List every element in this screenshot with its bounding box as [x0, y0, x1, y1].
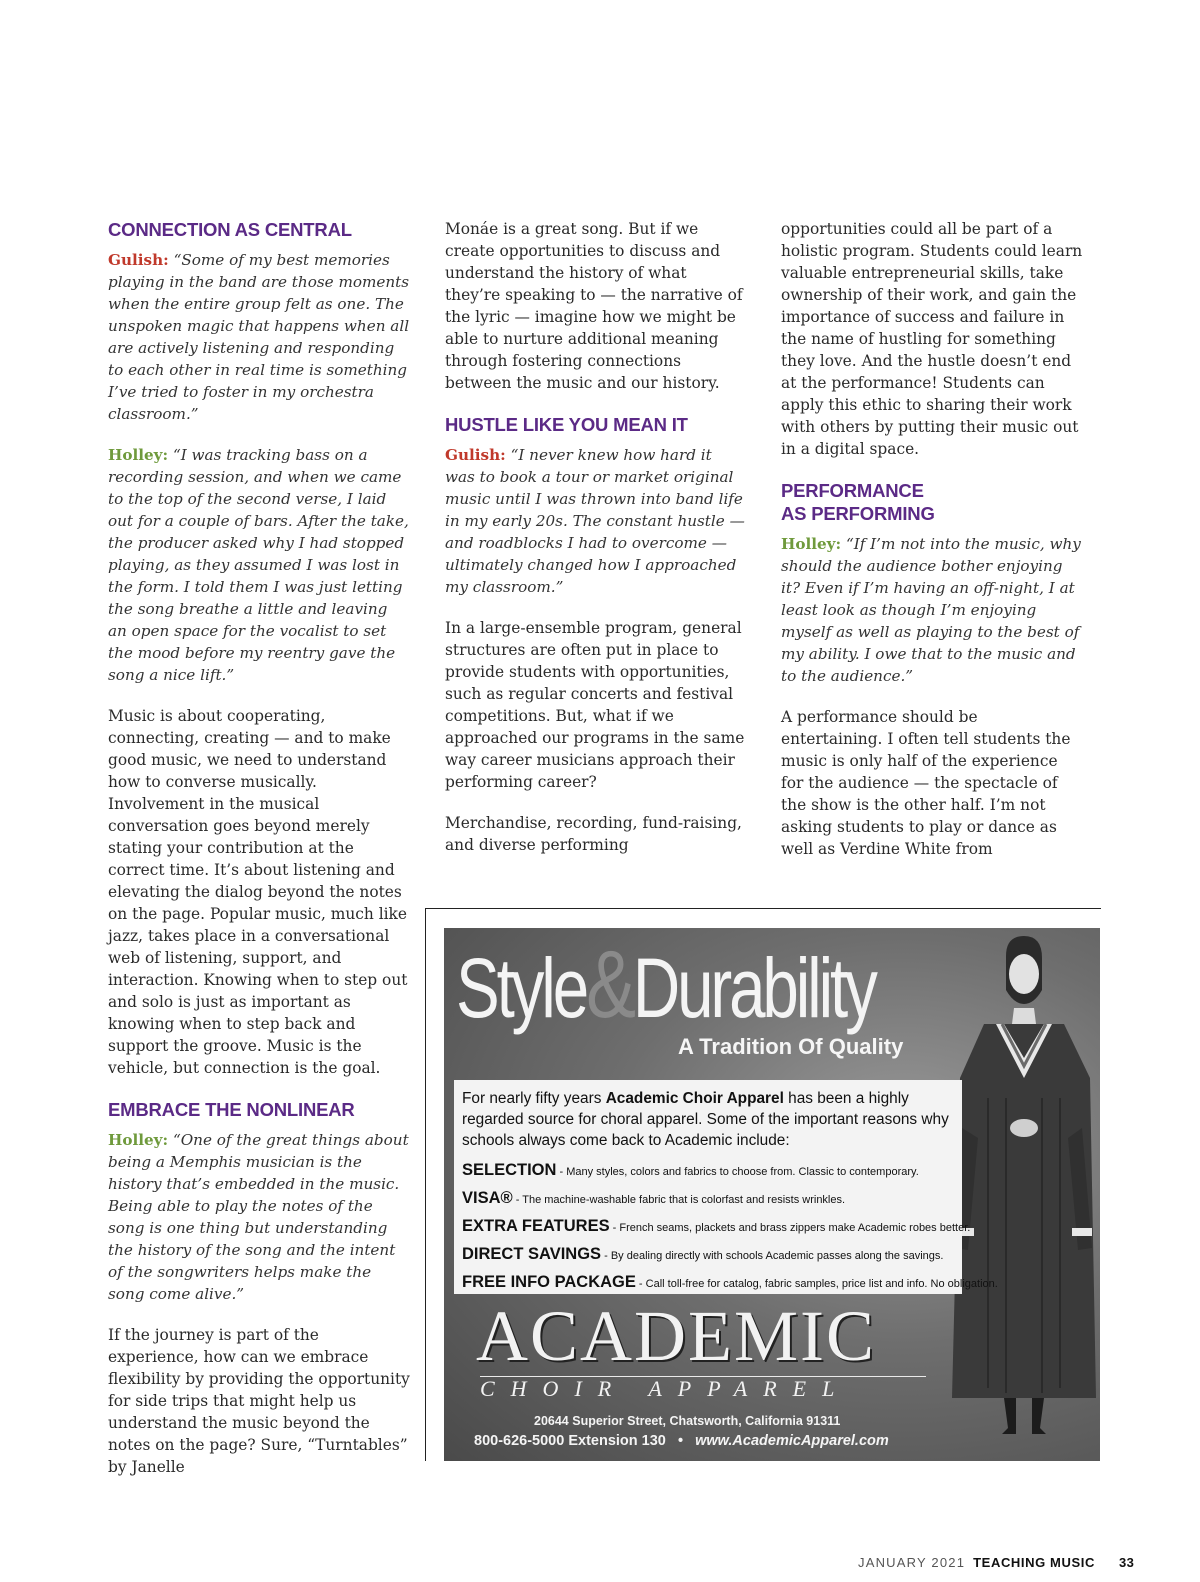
feature-text: - Call toll-free for catalog, fabric samples, price list and info. No obligation.: [635, 1278, 998, 1290]
issue-date: JANUARY 2021: [858, 1555, 966, 1570]
speaker-label: Gulish:: [445, 446, 506, 464]
headline-ampersand: &: [586, 931, 633, 1038]
body-paragraph: Monáe is a great song. But if we create opportunities to discuss and understand the history of what they’re speaking to — the narrative of the lyric — imagine how we might be able to nurture additional meaning through fostering connections between the music and our history.: [445, 220, 743, 392]
article-column-1: [108, 218, 410, 1497]
article-column-3: [781, 218, 1083, 879]
page-number: 33: [1118, 1555, 1135, 1570]
quote-text: “One of the great things about being a Memphis musician is the history that’s embedded in the music. Being able to play the notes of the song is one thing but understanding the history of the song and the intent of the songwriters helps make the song come alive.”: [108, 1131, 409, 1303]
choir-robe-model-illustration: [944, 928, 1100, 1461]
ad-headline: [456, 931, 875, 1038]
body-paragraph: In a large-ensemble program, general structures are often put in place to provide students with opportunities, such as regular concerts and festival competitions. But, what if we approached our programs in the same way career musicians approach their performing career?: [445, 619, 745, 791]
feature-text: - French seams, plackets and brass zippers make Academic robes better.: [609, 1222, 971, 1234]
academic-logo-subtitle: CHOIR APPAREL: [480, 1376, 851, 1401]
ad-contact-line: [474, 1433, 889, 1449]
article-column-2: [445, 218, 745, 875]
ad-tagline: A Tradition Of Quality: [678, 1034, 904, 1059]
magazine-name: TEACHING MUSIC: [973, 1555, 1095, 1570]
intro-text: For nearly fifty years: [462, 1090, 606, 1107]
advertisement-academic-choir-apparel[interactable]: [444, 928, 1100, 1461]
page-footer: [858, 1555, 1134, 1570]
feature-title: VISA®: [462, 1189, 513, 1207]
quote-holley-1: [108, 444, 410, 686]
ad-feature-info: [462, 1269, 998, 1297]
ad-feature-visa: [462, 1185, 954, 1213]
quote-holley-3: [781, 533, 1083, 687]
speaker-label: Holley:: [108, 1131, 169, 1149]
ad-feature-selection: [462, 1157, 954, 1185]
intro-brand: Academic Choir Apparel: [605, 1090, 784, 1107]
quote-gulish-2: [445, 444, 745, 598]
headline-style: Style: [456, 941, 587, 1035]
ad-feature-extra: [462, 1213, 971, 1241]
quote-holley-2: [108, 1129, 410, 1305]
academic-logo: ACADEMIC: [476, 1296, 877, 1376]
ad-address: 20644 Superior Street, Chatsworth, California 91311: [534, 1414, 841, 1428]
feature-title: DIRECT SAVINGS: [462, 1245, 602, 1263]
body-paragraph: Merchandise, recording, fund-raising, and diverse performing: [445, 814, 742, 854]
ad-website-link[interactable]: www.AcademicApparel.com: [695, 1433, 889, 1449]
body-paragraph: Music is about cooperating, connecting, creating — and to make good music, we need to understand how to converse musically. Involvement in the musical conversation goes beyond merely stating your contribution at the correct time. It’s about listening and elevating the dialog beyond the notes on the page. Popular music, much like jazz, takes place in a conversational web of listening, support, and interaction. Knowing when to step out and solo is just as important as knowing when to step back and support the groove. Music is the vehicle, but connection is the goal.: [108, 707, 408, 1077]
section-heading-hustle: HUSTLE LIKE YOU MEAN IT: [445, 414, 688, 435]
headline-durability: Durability: [632, 941, 875, 1035]
heading-line: AS PERFORMING: [781, 503, 935, 524]
feature-text: - The machine-washable fabric that is colorfast and resists wrinkles.: [512, 1194, 846, 1206]
feature-title: SELECTION: [462, 1161, 557, 1179]
ad-phone[interactable]: 800-626-5000 Extension 130: [474, 1433, 666, 1449]
ad-feature-savings: [462, 1241, 954, 1269]
speaker-label: Holley:: [781, 535, 842, 553]
intro-text: has been a highly regarded source for choral apparel. Some of the important reasons why schools always come back to Academic include:: [462, 1090, 949, 1149]
speaker-label: Holley:: [108, 446, 169, 464]
section-heading-nonlinear: EMBRACE THE NONLINEAR: [108, 1099, 355, 1120]
feature-title: FREE INFO PACKAGE: [462, 1273, 636, 1291]
section-heading-connection: CONNECTION AS CENTRAL: [108, 219, 352, 240]
quote-gulish-1: [108, 249, 410, 425]
section-heading-performance: [781, 479, 1083, 525]
body-paragraph: A performance should be entertaining. I often tell students the music is only half of the experience for the audience — the spectacle of the show is the other half. I’m not asking students to play or dance as well as Verdine White from: [781, 708, 1071, 858]
quote-text: “I never knew how hard it was to book a tour or market original music until I was thrown into band life in my early 20s. The constant hustle — and roadblocks I had to overcome — ultimately changed how I approached my classroom.”: [445, 446, 745, 596]
quote-text: “I was tracking bass on a recording session, and when we came to the top of the second verse, I laid out for a couple of bars. After the take, the producer asked why I had stopped playing, as they assumed I was lost in the form. I told them I was just letting the song breathe a little and leaving an open space for the vocalist to set the mood before my reentry gave the song a nice lift.”: [108, 446, 409, 684]
heading-line: PERFORMANCE: [781, 480, 924, 501]
feature-title: EXTRA FEATURES: [462, 1217, 610, 1235]
quote-text: “Some of my best memories playing in the band are those moments when the entire group felt as one. The unspoken magic that happens when all are actively listening and responding to each other in real time is something I’ve tried to foster in my orchestra classroom.”: [108, 251, 410, 423]
body-paragraph: If the journey is part of the experience, how can we embrace flexibility by providing the opportunity for side trips that might help us understand the music beyond the notes on the page? Sure, “Turntables” by Janelle: [108, 1326, 410, 1476]
quote-text: “If I’m not into the music, why should the audience bother enjoying it? Even if I’m having an off-night, I at least look as though I’m enjoying myself as well as playing to the best of my ability. I owe that to the music and to the audience.”: [781, 535, 1081, 685]
feature-text: - By dealing directly with schools Academic passes along the savings.: [601, 1250, 944, 1262]
bullet-separator: •: [677, 1433, 684, 1449]
feature-text: - Many styles, colors and fabrics to choose from. Classic to contemporary.: [556, 1166, 919, 1178]
ad-feature-box: [454, 1080, 998, 1294]
ad-intro: [462, 1088, 954, 1151]
speaker-label: Gulish:: [108, 251, 169, 269]
body-paragraph: opportunities could all be part of a holistic program. Students could learn valuable entrepreneurial skills, take ownership of their work, and gain the importance of success and failure in the name of hustling for something they love. And the hustle doesn’t end at the performance! Students can apply this ethic to sharing their work with others by putting their music out in a digital space.: [781, 220, 1083, 458]
